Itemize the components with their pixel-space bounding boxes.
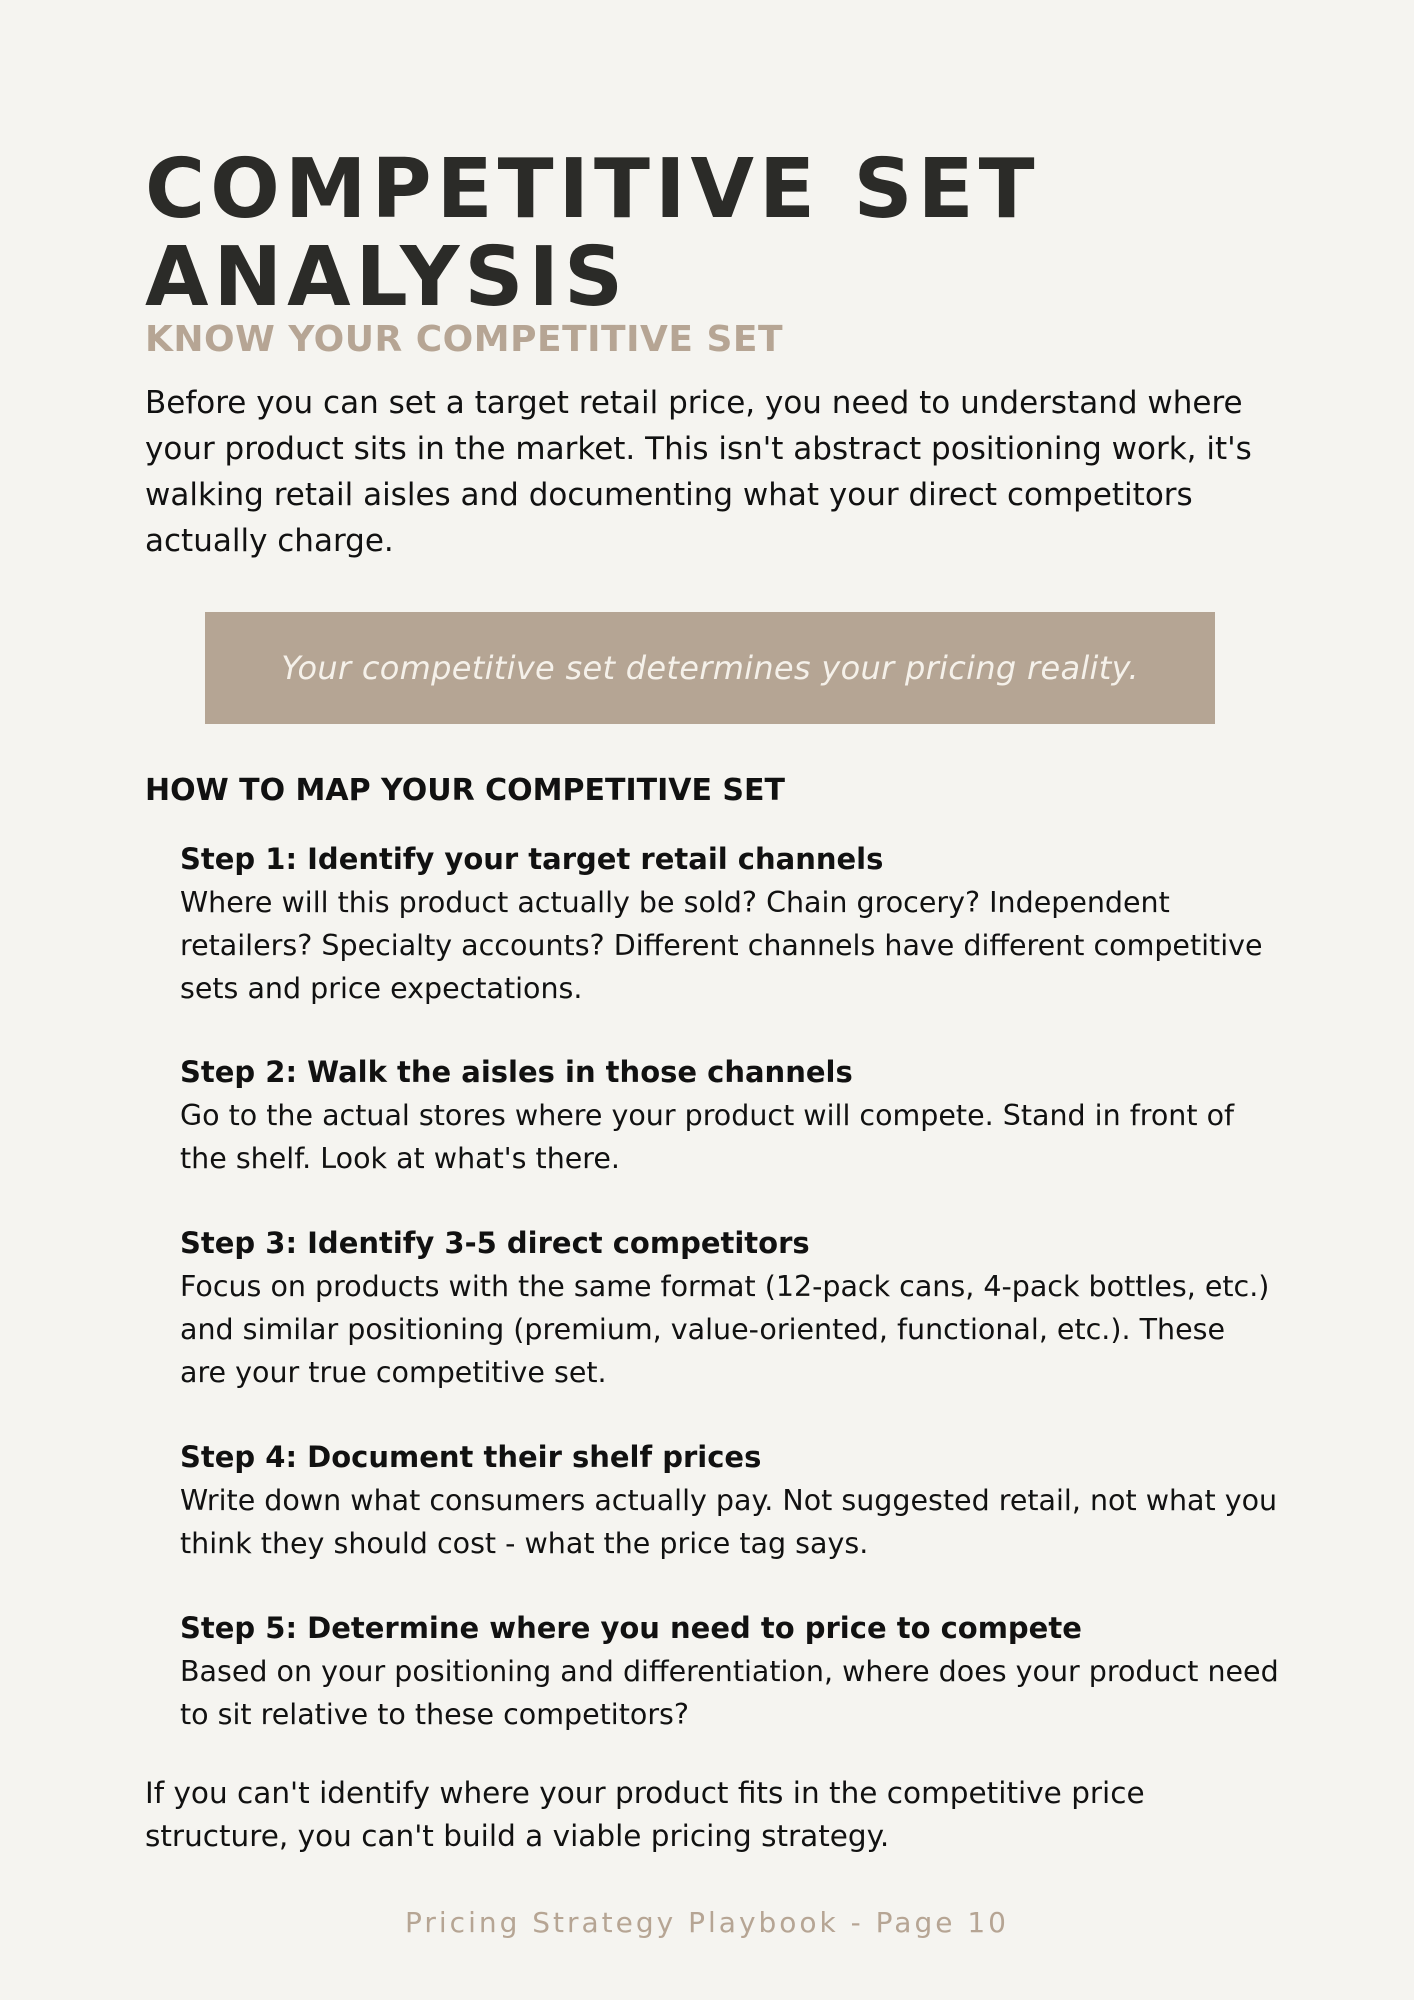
section-heading: HOW TO MAP YOUR COMPETITIVE SET	[145, 773, 785, 808]
page-footer: Pricing Strategy Playbook - Page 10	[404, 1906, 1009, 1939]
step-title: Step 2: Walk the aisles in those channels	[180, 1055, 853, 1089]
step-body: Where will this product actually be sold? Chain grocery? Independent retailers? Specialty accounts? Different channels have different competitive sets and price expectations.	[180, 886, 1263, 1005]
intro-paragraph: Before you can set a target retail price, you need to understand where your product sits in the market. This isn't abstract positioning work, it's walking retail aisles and documenting what your direct competitors actually charge.	[145, 385, 1252, 559]
step-item-2	[180, 1051, 1280, 1180]
step-item-1	[180, 838, 1280, 1010]
step-title: Step 4: Document their shelf prices	[180, 1440, 762, 1474]
step-title: Step 5: Determine where you need to price to compete	[180, 1611, 1082, 1645]
closing-paragraph: If you can't identify where your product fits in the competitive price structure, you can't build a viable pricing strategy.	[145, 1776, 1145, 1853]
step-item-4	[180, 1436, 1280, 1565]
callout-quote: Your competitive set determines your pricing reality.	[281, 649, 1139, 687]
page-title-line-2: ANALYSIS	[145, 230, 629, 325]
page-subtitle: KNOW YOUR COMPETITIVE SET	[145, 319, 784, 360]
step-body: Focus on products with the same format (12-pack cans, 4-pack bottles, etc.) and similar positioning (premium, value-oriented, functional, etc.). These are your true competitive set.	[180, 1270, 1270, 1389]
callout-box	[205, 612, 1215, 724]
page-title-line-1: COMPETITIVE SET	[145, 142, 1040, 237]
step-title: Step 1: Identify your target retail channels	[180, 842, 884, 876]
step-body: Go to the actual stores where your product will compete. Stand in front of the shelf. Look at what's there.	[180, 1099, 1235, 1175]
step-item-5	[180, 1607, 1280, 1736]
page-title	[145, 142, 1275, 325]
step-body: Write down what consumers actually pay. Not suggested retail, not what you think they should cost - what the price tag says.	[180, 1484, 1278, 1560]
step-title: Step 3: Identify 3-5 direct competitors	[180, 1226, 810, 1260]
step-item-3	[180, 1222, 1280, 1394]
step-body: Based on your positioning and differentiation, where does your product need to sit relative to these competitors?	[180, 1655, 1279, 1731]
